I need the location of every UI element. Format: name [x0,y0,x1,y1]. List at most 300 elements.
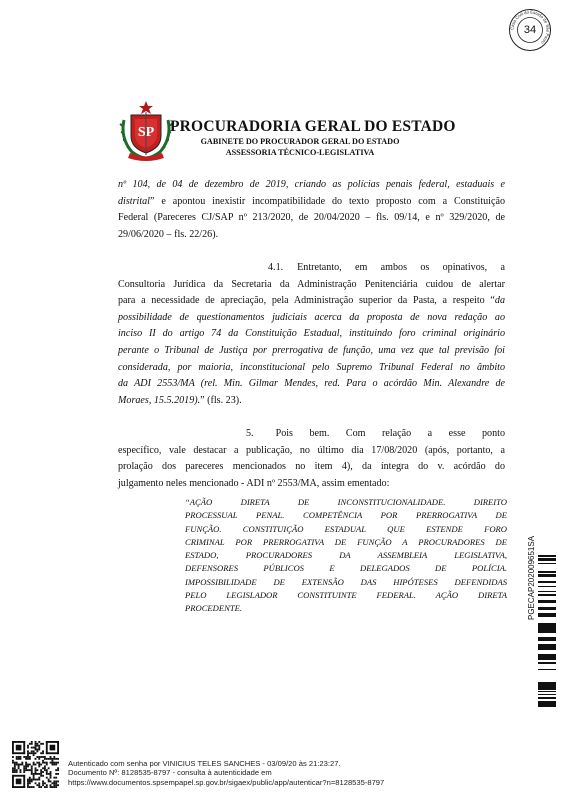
quote-line: PELO LEGISLADOR CONSTITUINTE FEDERAL. AÇÃO DIRETA [185,590,507,601]
text-line-content [118,476,389,493]
qr-module [14,765,16,767]
qr-module [48,779,50,781]
qr-module [40,771,42,773]
qr-module [53,756,55,758]
document-header [170,118,456,158]
barcode-bar [538,607,556,610]
qr-module [44,786,46,788]
qr-module [27,747,29,749]
qr-module [46,769,48,771]
qr-module [55,786,57,788]
footer-verification-link[interactable]: https://www.documentos.spsempapel.sp.gov.br/sigaex/public/app/autenticar?n=8128535-8797 [68,777,385,787]
qr-module [12,741,14,754]
qr-module [29,769,31,771]
qr-module [31,765,33,767]
text-line [118,210,505,227]
text-line [118,443,505,460]
text-line-content [118,343,505,360]
qr-module [18,756,20,758]
qr-module [36,756,38,758]
barcode-bar [538,654,556,657]
qr-module [57,780,59,782]
qr-module [57,773,59,775]
qr-module [29,743,31,745]
footer-line-1: Autenticado com senha por VINICIUS TELES SANCHES - 03/09/20 às 21:23:27. [68,759,341,768]
quote-line: CRIMINAL POR PRERROGATIVA DE FUNÇÃO A PROCURADORES DE [185,536,507,547]
qr-module [23,775,25,788]
qr-module [33,777,35,779]
qr-module [16,779,22,785]
svg-text:SP: SP [137,125,155,140]
qr-module [44,782,46,784]
ementa-quote [185,496,507,616]
header-subtitle: GABINETE DO PROCURADOR GERAL DO ESTADO [200,137,400,146]
qr-module [42,775,44,777]
qr-module [35,769,37,771]
qr-module [36,745,38,747]
qr-module [35,745,37,747]
qr-module [33,764,35,766]
qr-module [57,762,59,764]
qr-module [25,769,27,771]
qr-module [27,784,29,786]
qr-module [51,782,53,784]
quote-line: PROCEDENTE. [185,603,243,614]
qr-module [57,767,59,769]
qr-module [14,762,16,764]
qr-module [42,784,44,786]
qr-module [12,756,14,758]
barcode-bar [538,645,556,647]
qr-module [50,775,52,777]
qr-module [55,777,57,779]
footer-line-2: Documento Nº: 8128535-8797 - consulta à autenticidade em [68,768,272,778]
qr-module [50,784,52,786]
qr-module [12,741,25,743]
text: ” (fls. 23). [200,394,242,406]
qr-module [29,779,31,781]
text: 29/06/2020 – fls. 22/26). [118,228,219,240]
qr-module [42,767,44,769]
qr-module [29,764,31,766]
qr-module [40,743,42,745]
qr-module [23,767,25,769]
qr-module [27,780,29,782]
paragraph-3-first-line [118,426,505,443]
qr-module [20,771,22,773]
barcode-bar [538,640,556,641]
qr-module [21,762,23,764]
qr-module [40,756,42,758]
text-line [118,459,505,476]
text-line [118,343,505,360]
text-line [118,360,505,377]
text-line [118,177,505,194]
paragraph-3 [118,426,505,492]
qr-module [16,771,18,773]
text-line [118,293,505,310]
qr-module [27,745,29,747]
qr-module [46,771,48,773]
qr-module [16,762,18,764]
qr-module [27,782,29,784]
paragraph-2-first-text: Entretanto, em ambos os opinativos, a [297,261,505,273]
qr-module [38,779,40,781]
qr-module [31,747,33,749]
qr-module [12,760,14,762]
qr-module [46,762,48,764]
paragraph-3-number: 5. [246,427,254,439]
qr-module [27,769,29,771]
qr-module [27,764,29,766]
qr-module [51,762,53,764]
qr-module [55,782,57,784]
qr-module [20,756,22,758]
qr-module [50,758,52,760]
qr-module [18,758,20,760]
qr-module [48,767,50,769]
qr-module [31,780,33,782]
qr-module [16,756,18,758]
qr-module [33,775,35,777]
barcode-bar [538,637,556,640]
qr-module [38,747,40,749]
qr-module [35,767,37,769]
qr-module [50,762,52,764]
qr-module [36,784,38,786]
qr-module [12,762,14,764]
barcode-bar [538,591,556,592]
barcode-bar [538,704,556,707]
text: para a necessidade de apreciação, pela Administração superior da Pasta, a respeito “ [118,295,495,307]
text-line [118,326,505,343]
qr-module [23,765,25,767]
barcode-bar [538,701,556,702]
qr-module [46,752,59,754]
qr-module [38,777,40,779]
qr-module [31,786,33,788]
qr-module [27,752,29,754]
qr-module [36,750,38,752]
text-line-content [118,376,505,393]
qr-module [38,756,40,758]
seal-ring-text: Casa Civil do Estado de São Paulo [509,9,551,46]
qr-module [42,782,44,784]
qr-module [18,765,20,767]
authentication-footer [68,759,384,787]
quote-line: PROCESSUAL PENAL. COMPETÊNCIA POR PRERROGATIVA DE [185,510,507,521]
qr-module [35,764,37,766]
document-body [118,177,505,492]
qr-module [51,758,53,760]
barcode-bar [538,586,556,587]
qr-module [46,786,48,788]
qr-module [35,771,37,773]
qr-module [16,769,18,771]
barcode-bar [538,571,556,573]
qr-module [36,762,38,764]
qr-module [57,769,59,771]
qr-module [20,758,22,760]
qr-module [29,786,31,788]
qr-module [57,741,59,754]
qr-module [38,782,40,784]
qr-module [14,769,16,771]
barcode-bar [538,627,556,630]
text-line [118,227,505,244]
qr-module [31,752,33,754]
text-line-content [118,177,505,194]
qr-module [38,745,40,747]
qr-module [35,747,37,749]
qr-module [38,758,40,760]
italic-text: inciso II do artigo 74 da Constituição Estadual, instituindo foro criminal originário [118,328,505,340]
barcode-bar [538,687,556,690]
qr-module [53,782,55,784]
qr-module [23,741,25,754]
qr-module [12,752,25,754]
qr-module [42,762,44,764]
qr-module [16,758,18,760]
qr-module [23,771,25,773]
paragraph-2 [118,260,505,409]
page-number-seal [508,8,552,52]
qr-module [36,779,38,781]
paragraph-2-number: 4.1. [268,261,284,273]
text-line [118,393,505,410]
barcode-bar [538,659,556,660]
qr-module [25,767,27,769]
italic-text: considerada, por maioria, inconstitucional pelo Supremo Tribunal Federal no âmbito [118,361,505,373]
italic-text: possibilidade de questionamentos judiciais acerca da proposta de nova redação ao [118,311,505,323]
paragraph-gap [118,409,505,426]
qr-module [35,773,37,775]
text-line-content [118,210,505,227]
quote-line: ESTADO, PROCURADORES DA ASSEMBLEIA LEGISLATIVA, [185,550,507,561]
qr-module [42,752,44,754]
qr-module [40,775,42,777]
qr-module [36,769,38,771]
text-line-content [118,360,505,377]
qr-module [14,771,16,773]
qr-module [35,758,37,760]
qr-module [31,779,33,781]
text: Federal (Pareceres CJ/SAP nº 213/2020, de 20/04/2020 – fls. 09/14, e nº 329/2020, de [118,212,505,224]
qr-module [55,780,57,782]
qr-module [51,764,53,766]
qr-module [50,773,52,775]
text-line-content [118,293,505,310]
qr-module [12,767,14,769]
text-line-content [118,227,218,244]
barcode-bar [538,595,556,596]
barcode-bar [538,624,556,627]
qr-module [29,780,31,782]
qr-module [38,765,40,767]
qr-module [42,750,44,752]
qr-module [40,752,42,754]
qr-module [42,780,44,782]
qr-module [42,760,44,762]
qr-module [46,741,59,743]
qr-module [23,769,25,771]
qr-module [38,764,40,766]
qr-module [53,786,55,788]
qr-module [27,779,29,781]
qr-module [50,780,52,782]
text: Consultoria Jurídica da Secretaria da Administração Penitenciária cuidou de alertar [118,278,505,290]
paragraph-3-lines [118,443,505,493]
text-line-content [118,326,505,343]
qr-module [46,758,48,760]
qr-module [38,773,40,775]
quote-line: FUNÇÃO. CONSTITUIÇÃO ESTADUAL QUE ESTENDE FORO [185,523,507,534]
qr-module [33,779,35,781]
paragraph-1 [118,177,505,243]
qr-module [12,775,14,788]
barcode-bar [538,644,556,645]
qr-module [50,786,52,788]
state-crest-logo [118,100,174,162]
qr-module [35,741,37,743]
italic-text: Moraes, 15.5.2019). [118,394,201,406]
text-line-content [118,194,505,211]
qr-module [16,745,22,751]
qr-module [25,765,27,767]
qr-module [16,764,18,766]
barcode-code: PGECAP202009651SA [527,535,536,620]
qr-module [57,758,59,760]
qr-module [21,764,23,766]
document-barcode [538,555,556,707]
barcode-bar [538,685,556,687]
qr-module [33,752,35,754]
qr-module [44,765,46,767]
text-line [118,476,505,493]
qr-module [33,773,35,775]
paragraph-3-first-text: Pois bem. Com relação a esse ponto [275,427,505,439]
barcode-bar [538,563,556,564]
barcode-bar [538,581,556,583]
barcode-bar [538,630,556,633]
qr-module [33,750,35,752]
qr-module [20,764,22,766]
text: específico, vale destacar a publicação, no último dia 17/08/2020 (após, portanto, a [118,444,505,456]
barcode-bar [538,574,556,577]
barcode-bar [538,662,556,664]
qr-module [27,750,29,752]
qr-module [12,771,14,773]
barcode-bar [538,682,556,683]
qr-module [31,773,33,775]
qr-module [20,769,22,771]
text-line-content [118,310,505,327]
qr-module [42,743,44,745]
barcode-bar [538,694,556,695]
qr-module [25,762,27,764]
qr-module [44,762,46,764]
qr-module [14,767,16,769]
barcode-bar [538,669,556,670]
qr-module [51,786,53,788]
text: prolação dos pareceres mencionados no item 4), da íntegra do v. acórdão do [118,461,505,473]
text-line [118,310,505,327]
qr-module [46,773,48,775]
barcode-bar [538,560,556,561]
qr-module [25,764,27,766]
qr-module [44,756,46,758]
qr-module [36,749,38,751]
qr-module [44,767,46,769]
qr-module [31,741,33,743]
qr-module [18,764,20,766]
text-line [118,277,505,294]
barcode-bar [538,647,556,649]
qr-module [27,758,29,760]
italic-text: da [494,295,505,307]
qr-module [27,756,29,758]
qr-module [38,784,40,786]
qr-module [33,786,35,788]
qr-module [40,764,42,766]
qr-module [50,745,56,751]
qr-module [55,769,57,771]
barcode-bar [538,702,556,704]
qr-module [36,743,38,745]
qr-module [42,756,44,758]
qr-module [29,756,31,758]
barcode-bar [538,594,556,595]
barcode-bar [538,613,556,615]
qr-module [44,769,46,771]
qr-module [48,773,50,775]
qr-module [29,752,31,754]
barcode-bar [538,657,556,659]
text-line-content [118,443,505,460]
qr-module [27,765,29,767]
text-line-content [118,393,242,410]
qr-module [23,756,25,758]
qr-module [35,779,37,781]
qr-module [51,760,53,762]
qr-module [40,773,42,775]
qr-module [29,777,31,779]
qr-module [31,769,33,771]
text-line-content [118,459,505,476]
qr-module [25,758,27,760]
qr-code[interactable] [12,741,59,788]
qr-module [38,786,40,788]
qr-module [40,769,42,771]
qr-module [38,749,40,751]
qr-module [31,767,33,769]
italic-text: perante o Tribunal de Justiça por prerrogativa de função, uma vez que tal previsão foi [118,344,505,356]
qr-module [48,780,50,782]
barcode-bar [538,615,556,617]
text-line [118,194,505,211]
qr-module [50,777,52,779]
italic-text: da ADI 2553/MA (rel. Min. Gilmar Mendes, red. Para o acórdão Min. Alexandre de [118,378,505,390]
qr-module [31,743,33,745]
text-line [118,376,505,393]
qr-module [55,764,57,766]
barcode-bar [538,649,556,650]
quote-line: DEFENSORES PÚBLICOS E DELEGADOS DE POLÍCIA. [185,563,507,574]
qr-module [31,750,33,752]
barcode-bar [538,623,556,624]
italic-text: nº 104, de 04 de dezembro de 2019, criando as polícias penais federal, estaduais e [118,179,505,190]
paragraph-gap [118,243,505,260]
